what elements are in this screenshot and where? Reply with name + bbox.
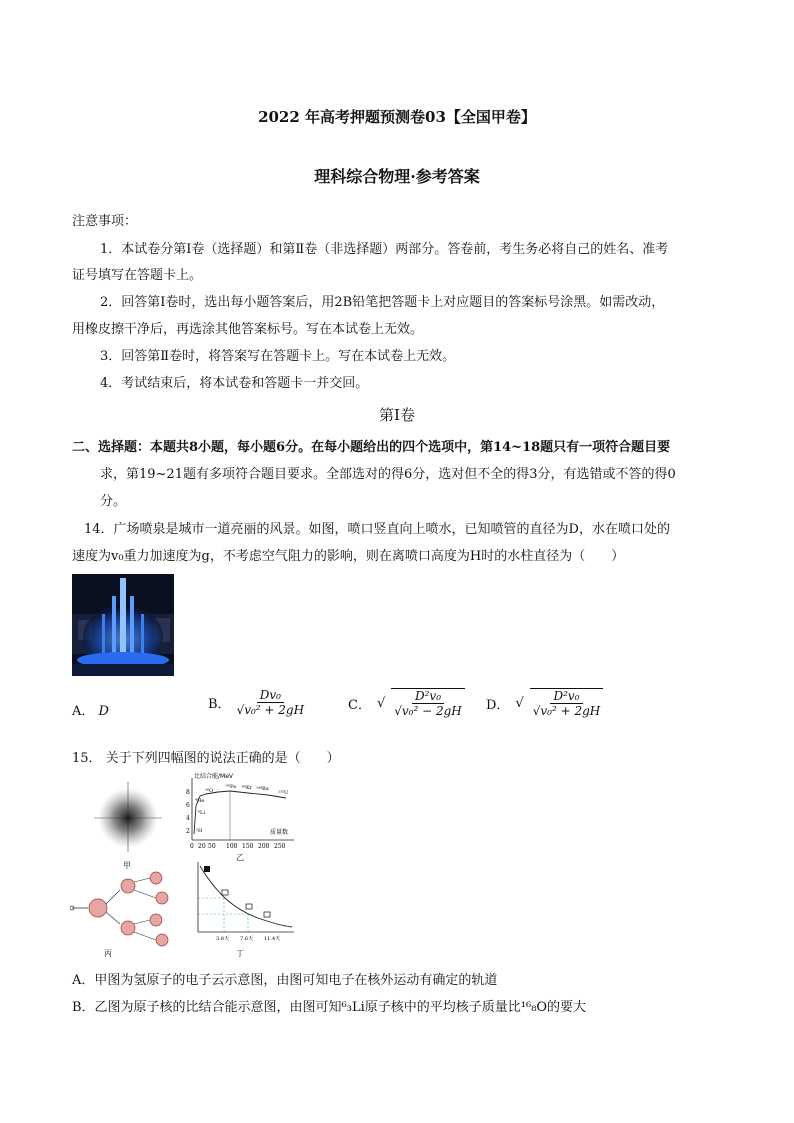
binding-energy-point: ⁴He xyxy=(195,798,205,804)
binding-energy-xlabel: 质量数 xyxy=(270,829,289,836)
binding-energy-xtick: 150 xyxy=(242,843,254,850)
figure-yi-label: 乙 xyxy=(236,853,244,862)
binding-energy-xtick: 20 xyxy=(198,843,206,850)
q14-stem: 14．广场喷泉是城市一道亮丽的风景。如图，喷口竖直向上喷水，已知喷管的直径为D，水在喷口处的 xyxy=(84,522,670,537)
figure-bing-label: 丙 xyxy=(104,949,112,958)
q14-option-c[interactable]: C． √ $\frac{\text{D²v₀}}{\text{√v₀² − 2gH}}$ xyxy=(348,688,465,718)
q14-stem-cont: 速度为v₀重力加速度为g，不考虑空气阻力的影响，则在离喷口高度为H时的水柱直径为（ ） xyxy=(72,549,625,564)
figure-electron-cloud xyxy=(88,778,168,858)
decay-xtick: 7.6天 xyxy=(240,936,253,942)
q14-option-d[interactable]: D． √ $\frac{\text{D²v₀}}{\text{√v₀² + 2gH}}$ xyxy=(486,688,603,718)
binding-energy-point: ¹⁴⁴Ba xyxy=(256,786,269,792)
q14-option-c-den: √v₀² − 2gH xyxy=(394,704,462,718)
binding-energy-point: ¹⁶O xyxy=(205,788,214,794)
q15-option-b[interactable]: B．乙图为原子核的比结合能示意图，由图可知⁶₃Li原子核中的平均核子质量比¹⁶₈O的要大 xyxy=(72,1000,587,1015)
decay-xtick: 11.4天 xyxy=(264,936,281,942)
instructions-line-2: 求，第19~21题有多项符合题目要求。全部选对的得6分，选对但不全的得3分，有选错或不答的得0 xyxy=(100,467,676,482)
figure-decay-curve xyxy=(188,860,298,958)
binding-energy-xtick: 200 xyxy=(258,843,270,850)
q14-option-b-num: Dv₀ xyxy=(257,688,284,703)
binding-energy-xtick: 250 xyxy=(274,843,286,850)
notice-item-2-cont: 用橡皮擦干净后，再选涂其他答案标号。写在本试卷上无效。 xyxy=(72,322,424,337)
binding-energy-ytick: 4 xyxy=(186,815,190,822)
binding-energy-point: ²³⁵U xyxy=(278,790,289,796)
q14-option-a[interactable] xyxy=(72,700,109,719)
binding-energy-point: ²H xyxy=(196,828,203,834)
binding-energy-ytick: 6 xyxy=(186,802,190,809)
decay-xtick: 3.8天 xyxy=(216,936,229,942)
q14-option-a-text: D xyxy=(98,704,109,719)
q15-option-a[interactable]: A．甲图为氢原子的电子云示意图，由图可知电子在核外运动有确定的轨道 xyxy=(72,973,498,988)
binding-energy-point: ⁵⁶Fe xyxy=(226,784,237,790)
notice-item-1-cont: 证号填写在答题卡上。 xyxy=(72,268,203,283)
figure-chain-reaction xyxy=(70,866,180,950)
figure-jia-label: 甲 xyxy=(123,861,131,870)
binding-energy-xtick: 100 xyxy=(226,843,238,850)
instructions-line-3: 分。 xyxy=(100,494,127,509)
binding-energy-ytick: 2 xyxy=(186,828,190,835)
q14-option-c-num: D²v₀ xyxy=(412,689,444,704)
binding-energy-ylabel: 比结合能/MeV xyxy=(194,773,233,780)
q14-option-d-den: √v₀² + 2gH xyxy=(532,704,601,718)
q14-option-a-label: A． xyxy=(72,704,95,719)
figure-ding-label: 丁 xyxy=(236,949,244,958)
page-subtitle: 理科综合物理·参考答案 xyxy=(314,167,480,186)
q14-option-d-label: D． xyxy=(486,697,510,713)
fountain-photo xyxy=(72,574,174,676)
binding-energy-point: ⁸⁹Kr xyxy=(242,785,253,791)
q14-option-d-num: D²v₀ xyxy=(550,689,582,704)
q14-option-b[interactable] xyxy=(208,688,304,717)
q15-stem: 15． 关于下列四幅图的说法正确的是（ ） xyxy=(72,751,340,766)
instructions-line-1: 二、选择题：本题共8小题，每小题6分。在每小题给出的四个选项中，第14~18题只有一项符合题目要 xyxy=(72,440,671,455)
notice-item-3: 3．回答第Ⅱ卷时，将答案写在答题卡上。写在本试卷上无效。 xyxy=(100,349,456,364)
binding-energy-xtick: 0 xyxy=(190,843,194,850)
figure-binding-energy xyxy=(178,772,298,858)
page-title: 2022 年高考押题预测卷03【全国甲卷】 xyxy=(258,108,536,126)
q14-option-b-den: √v₀² + 2gH xyxy=(236,703,305,717)
binding-energy-point: ⁶Li xyxy=(198,810,205,816)
binding-energy-xtick: 50 xyxy=(208,843,216,850)
binding-energy-ytick: 8 xyxy=(186,789,190,796)
notice-item-4: 4．考试结束后，将本试卷和答题卡一并交回。 xyxy=(100,376,369,391)
notice-heading: 注意事项： xyxy=(72,214,138,229)
section-title: 第Ⅰ卷 xyxy=(379,406,415,424)
notice-item-2: 2．回答第Ⅰ卷时，选出每小题答案后，用2B铅笔把答题卡上对应题目的答案标号涂黑。如需改动， xyxy=(100,295,665,310)
q14-option-c-label: C． xyxy=(348,697,371,713)
notice-item-1: 1．本试卷分第Ⅰ卷（选择题）和第Ⅱ卷（非选择题）两部分。答卷前，考生务必将自己的姓名、准考 xyxy=(100,242,669,257)
q14-option-b-label: B． xyxy=(208,697,231,712)
